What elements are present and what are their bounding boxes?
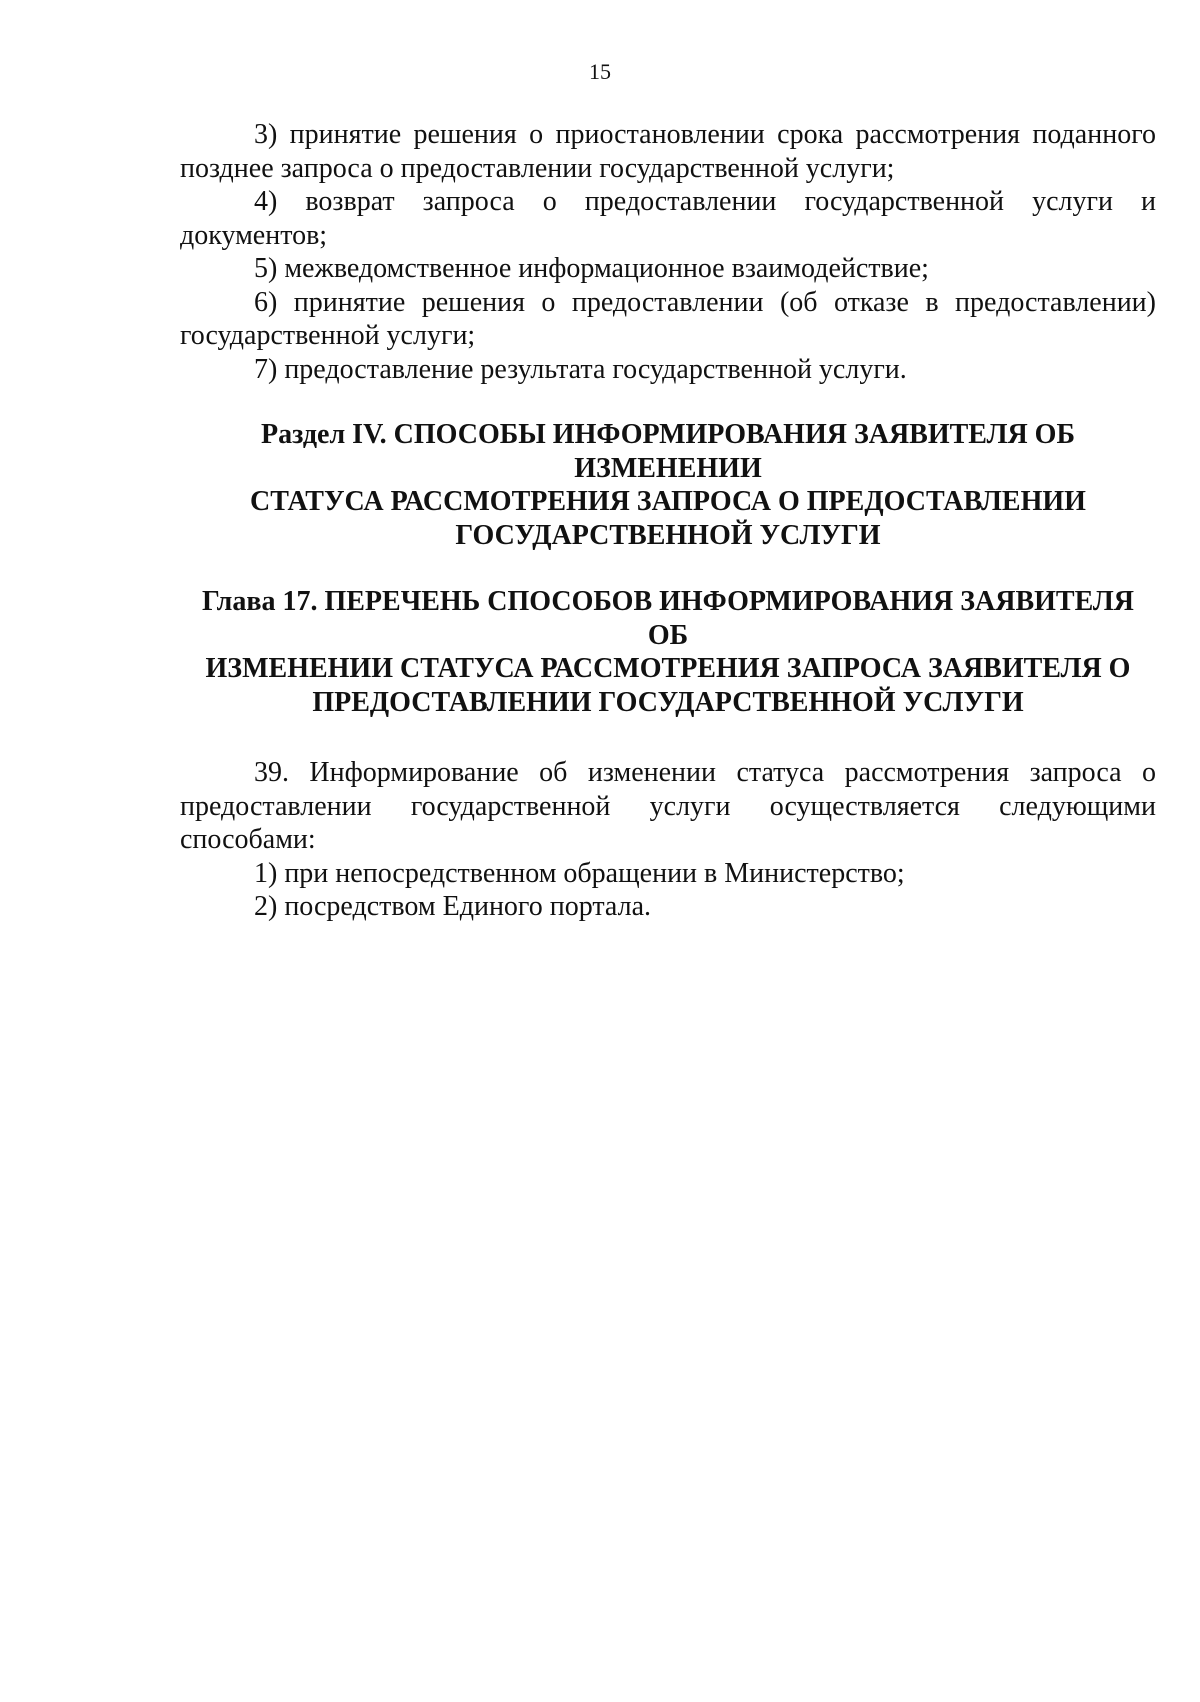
section-heading-line: ГОСУДАРСТВЕННОЙ УСЛУГИ: [455, 519, 881, 551]
list-item: 7) предоставление результата государственной услуги.: [254, 353, 907, 385]
page-number: 15: [589, 59, 611, 84]
clause-39-item: 2) посредством Единого портала.: [254, 891, 651, 922]
list-item: 3) принятие решения о приостановлении срока рассмотрения поданного позднее запроса о предоставлении государственной услуги;: [180, 119, 1156, 184]
list-item: 4) возврат запроса о предоставлении государственной услуги и документов;: [180, 186, 1156, 251]
chapter-heading-line: ПРЕДОСТАВЛЕНИИ ГОСУДАРСТВЕННОЙ УСЛУГИ: [312, 686, 1024, 718]
list-item: 6) принятие решения о предоставлении (об отказе в предоставлении) государственной услуги;: [180, 286, 1156, 351]
clause-39-item: 1) при непосредственном обращении в Министерство;: [254, 857, 905, 889]
section-heading-line: СТАТУСА РАССМОТРЕНИЯ ЗАПРОСА О ПРЕДОСТАВЛЕНИИ: [250, 486, 1086, 517]
chapter-heading: [180, 585, 1156, 719]
chapter-heading-line: ИЗМЕНЕНИИ СТАТУСА РАССМОТРЕНИЯ ЗАПРОСА ЗАЯВИТЕЛЯ О: [205, 653, 1131, 684]
chapter-heading-line: Глава 17. ПЕРЕЧЕНЬ СПОСОБОВ ИНФОРМИРОВАНИЯ ЗАЯВИТЕЛЯ ОБ: [201, 586, 1134, 651]
section-heading-line: Раздел IV. СПОСОБЫ ИНФОРМИРОВАНИЯ ЗАЯВИТЕЛЯ ОБ ИЗМЕНЕНИИ: [261, 419, 1075, 484]
section-heading: [180, 418, 1156, 552]
list-item: 5) межведомственное информационное взаимодействие;: [254, 253, 929, 284]
page-content: [180, 118, 1156, 924]
clause-39-text: 39. Информирование об изменении статуса рассмотрения запроса о предоставлении государственной услуги осуществляется следующими способами:: [180, 757, 1156, 855]
